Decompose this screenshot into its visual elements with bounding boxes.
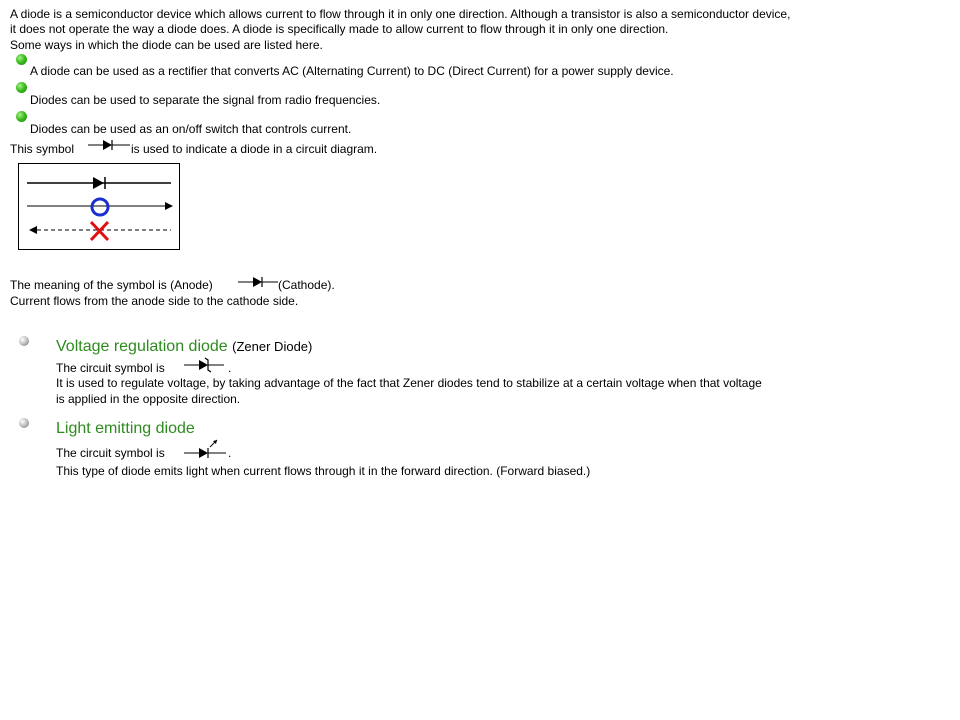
ok-circle-icon bbox=[92, 199, 108, 215]
meaning-after: (Cathode). bbox=[278, 278, 335, 292]
use-item-rectifier: A diode can be used as a rectifier that converts AC (Alternating Current) to DC (Direct Current) for a power supply device. bbox=[30, 64, 674, 78]
led-desc-1: This type of diode emits light when current flows through it in the forward direction. (Forward biased.) bbox=[56, 464, 591, 478]
gray-bullet-icon bbox=[19, 418, 29, 428]
diode-symbol-icon bbox=[88, 138, 130, 152]
forward-arrow-head bbox=[165, 202, 173, 210]
zener-heading bbox=[56, 338, 312, 356]
current-direction-svg bbox=[19, 164, 179, 249]
zener-symbol-suffix: . bbox=[228, 361, 232, 375]
led-symbol-suffix: . bbox=[228, 446, 232, 460]
zener-title: Voltage regulation diode bbox=[56, 338, 228, 355]
zener-symbol-prefix: The circuit symbol is bbox=[56, 361, 165, 375]
intro-line-2: it does not operate the way a diode does. A diode is specifically made to allow current to flow through it in only one direction. bbox=[10, 22, 669, 36]
led-symbol-prefix: The circuit symbol is bbox=[56, 446, 165, 460]
led-symbol-icon bbox=[184, 438, 226, 460]
intro-line-3: Some ways in which the diode can be used are listed here. bbox=[10, 38, 323, 52]
meaning-line-2: Current flows from the anode side to the cathode side. bbox=[10, 294, 299, 308]
symbol-line-after: is used to indicate a diode in a circuit diagram. bbox=[131, 142, 378, 156]
symbol-line-before: This symbol bbox=[10, 142, 75, 156]
use-item-signal: Diodes can be used to separate the signal from radio frequencies. bbox=[30, 93, 381, 107]
intro-line-1: A diode is a semiconductor device which allows current to flow through it in only one direction. Although a transistor is also a semiconductor device, bbox=[10, 7, 791, 21]
diode-symbol-icon bbox=[238, 275, 278, 289]
green-bullet-icon bbox=[16, 82, 27, 93]
diagram-diode-triangle bbox=[93, 177, 104, 189]
gray-bullet-icon bbox=[19, 336, 29, 346]
meaning-before: The meaning of the symbol is (Anode) bbox=[10, 278, 213, 292]
green-bullet-icon bbox=[16, 111, 27, 122]
green-bullet-icon bbox=[16, 54, 27, 65]
current-direction-diagram bbox=[18, 163, 180, 250]
zener-desc-1: It is used to regulate voltage, by taking advantage of the fact that Zener diodes tend to stabilize at a certain voltage when that voltage bbox=[56, 376, 762, 390]
use-item-switch: Diodes can be used as an on/off switch that controls current. bbox=[30, 122, 352, 136]
zener-subtitle: (Zener Diode) bbox=[232, 339, 313, 354]
zener-desc-2: is applied in the opposite direction. bbox=[56, 392, 241, 406]
led-title: Light emitting diode bbox=[56, 420, 195, 437]
zener-diode-symbol-icon bbox=[184, 357, 224, 373]
reverse-arrow-head bbox=[29, 226, 37, 234]
